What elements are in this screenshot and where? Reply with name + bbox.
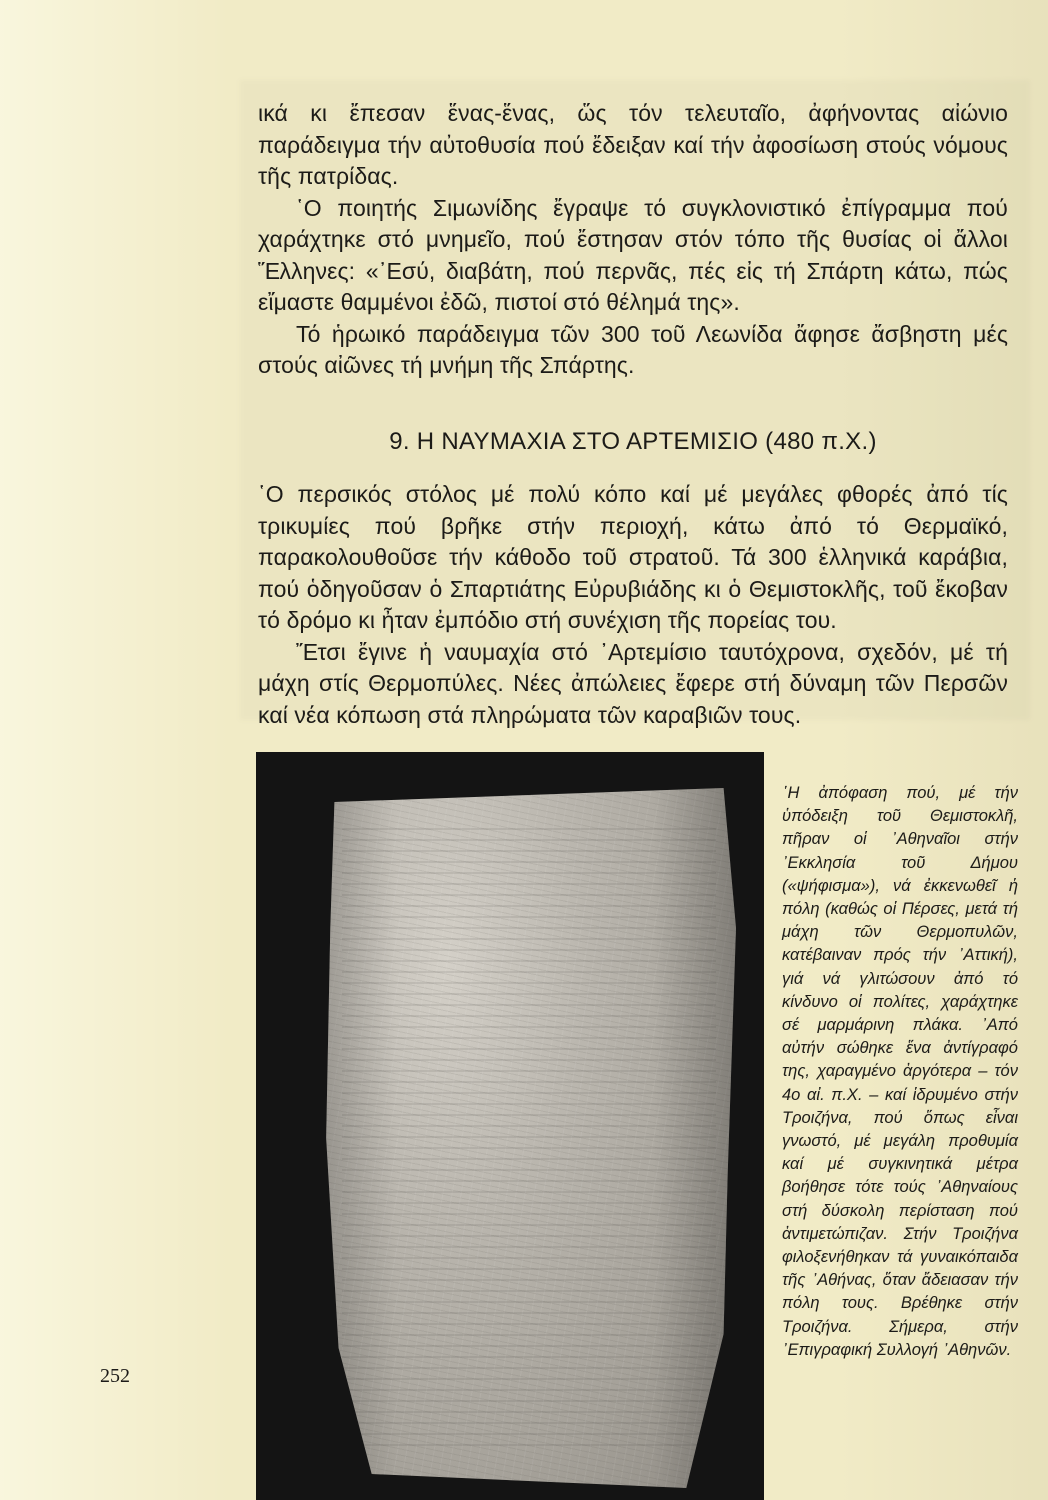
marble-slab-image (322, 788, 736, 1488)
paragraph-persian-fleet: ῾Ο περσικός στόλος μέ πολύ κόπο καί μέ μεγάλες φθορές ἀπό τίς τρικυμίες πού βρῆκε στήν περιοχή, κάτω ἀπό τό Θερμαϊκό, παρακολουθοῦσε τήν κάθοδο τοῦ στρατοῦ. Τά 300 ἑλληνικά καράβια, πού ὁδηγοῦσαν ὁ Σπαρτιάτης Εὐρυβιάδης κι ὁ Θεμιστοκλῆς, τοῦ ἔκοβαν τό δρόμο κι ἦταν ἐμπόδιο στή συνέχιση τῆς πορείας του. (258, 481, 1008, 633)
inscription-photo (256, 752, 764, 1500)
page-number: 252 (100, 1365, 130, 1387)
text-block-top (258, 98, 1008, 382)
photo-caption: ῾Η ἀπόφαση πού, μέ τήν ὑπόδειξη τοῦ Θεμιστοκλῆ, πῆραν οἱ ᾿Αθηναῖοι στήν ᾿Εκκλησία τοῦ Δήμου («ψήφισμα»), νά ἐκκενωθεῖ ἡ πόλη (καθώς οἱ Πέρσες, μετά τή μάχη τῶν Θερμοπυλῶν, κατέβαιναν πρός τήν ᾿Αττική), γιά νά γλιτώσουν ἀπό τό κίνδυνο οἱ πολίτες, χαράχτηκε σέ μαρμάρινη πλάκα. ᾿Από αὐτήν σώθηκε ἕνα ἀντίγραφό της, χαραγμένο ἀργότερα – τόν 4ο αἰ. π.Χ. – καί ἱδρυμένο στήν Τροιζήνα, πού ὅπως εἶναι γνωστό, μέ μεγάλη προθυμία καί μέ συγκινητικά μέτρα βοήθησε τότε τούς ᾿Αθηναίους στή δύσκολη περίσταση πού ἀντιμετώπιζαν. Στήν Τροιζήνα φιλοξενήθηκαν τά γυναικόπαιδα τῆς ᾿Αθήνας, ὅταν ἄδειασαν τήν πόλη τους. Βρέθηκε στήν Τροιζήνα. Σήμερα, στήν ᾿Επιγραφική Συλλογή ᾿Αθηνῶν. (782, 784, 1018, 1359)
paragraph-continuation: ικά κι ἔπεσαν ἕνας-ἕνας, ὥς τόν τελευταῖο, ἀφήνοντας αἰώνιο παράδειγμα τήν αὐτοθυσία πού ἔδειξαν καί τήν ἀφοσίωση στούς νόμους τῆς πατρίδας. (258, 100, 1008, 189)
text-block-section (258, 479, 1008, 731)
paragraph-simonides: ῾Ο ποιητής Σιμωνίδης ἔγραψε τό συγκλονιστικό ἐπίγραμμα πού χαράχτηκε στό μνημεῖο, πού ἔστησαν στόν τόπο τῆς θυσίας οἱ ἄλλοι Ἕλληνες: «᾿Εσύ, διαβάτη, πού περνᾶς, πές εἰς τή Σπάρτη κάτω, πώς εἴμαστε θαμμένοι ἐδῶ, πιστοί στό θέλημά της». (258, 194, 1008, 315)
paragraph-leonidas: Τό ἡρωικό παράδειγμα τῶν 300 τοῦ Λεωνίδα ἄφησε ἄσβηστη μές στούς αἰῶνες τή μνήμη τῆς Σπάρτης. (258, 320, 1008, 378)
section-heading: 9. Η ΝΑΥΜΑΧΙΑ ΣΤΟ ΑΡΤΕΜΙΣΙΟ (480 π.Χ.) (389, 428, 877, 455)
paragraph-artemision: Ἔτσι ἔγινε ἡ ναυμαχία στό ᾿Αρτεμίσιο ταυτόχρονα, σχεδόν, μέ τή μάχη στίς Θερμοπύλες. Νέες ἀπώλειες ἔφερε στή δύναμη τῶν Περσῶν καί νέα κόπωση στά πληρώματα τῶν καραβιῶν τους. (258, 638, 1008, 728)
